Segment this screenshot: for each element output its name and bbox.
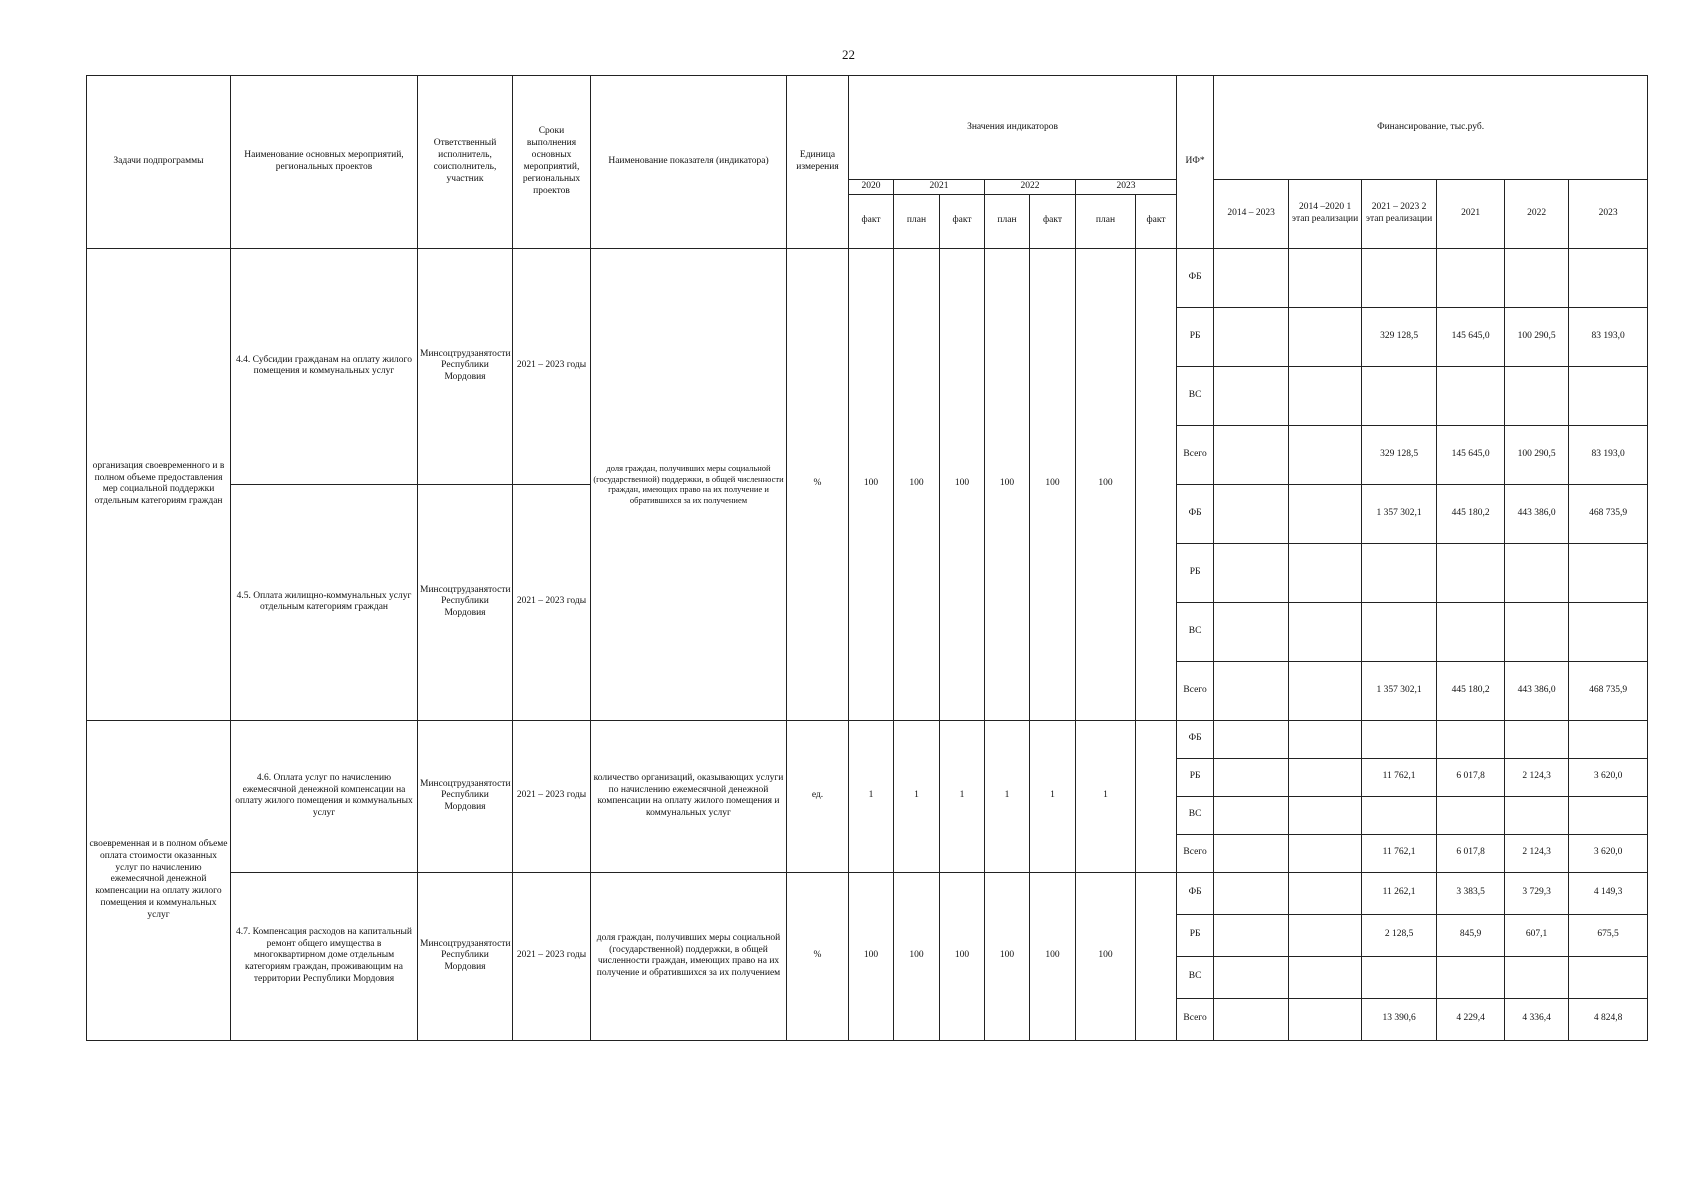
fin-cell: 11 262,1 <box>1362 872 1437 914</box>
fin-cell <box>1289 796 1362 834</box>
header-indicator-values: Значения индикаторов <box>849 76 1177 180</box>
fin-cell: 607,1 <box>1505 914 1569 956</box>
fin-cell <box>1505 366 1569 425</box>
fin-cell <box>1569 543 1648 602</box>
fin-cell: 4 149,3 <box>1569 872 1648 914</box>
indicator-value <box>1136 872 1177 1040</box>
fin-cell <box>1569 366 1648 425</box>
fin-cell <box>1214 758 1289 796</box>
source-code: ВС <box>1177 366 1214 425</box>
header-year: 2023 <box>1076 180 1177 195</box>
fin-cell: 4 336,4 <box>1505 998 1569 1040</box>
header-sub: факт <box>1136 194 1177 248</box>
fin-cell <box>1505 720 1569 758</box>
header-sub: план <box>985 194 1030 248</box>
fin-cell: 4 229,4 <box>1437 998 1505 1040</box>
fin-cell <box>1362 366 1437 425</box>
fin-cell <box>1505 248 1569 307</box>
fin-cell <box>1505 543 1569 602</box>
fin-cell <box>1214 796 1289 834</box>
header-year: 2022 <box>985 180 1076 195</box>
fin-cell: 4 824,8 <box>1569 998 1648 1040</box>
header-year: 2020 <box>849 180 894 195</box>
activity-name: 4.7. Компенсация расходов на капитальный ремонт общего имущества в многоквартирном доме отдельным категориям граждан, проживающим на территории Республики Мордовия <box>231 872 418 1040</box>
fin-cell: 3 620,0 <box>1569 758 1648 796</box>
indicator-name: доля граждан, получивших меры социальной (государственной) поддержки, в общей численности граждан, имеющих право на их получение и обратившихся за их получением <box>591 248 787 720</box>
fin-cell <box>1362 248 1437 307</box>
fin-cell <box>1289 758 1362 796</box>
fin-cell <box>1362 543 1437 602</box>
fin-cell <box>1289 720 1362 758</box>
indicator-name: доля граждан, получивших меры социальной (государственной) поддержки, в общей численности граждан, имеющих право на их получение и обратившихся за их получением <box>591 872 787 1040</box>
fin-cell <box>1437 543 1505 602</box>
indicator-value: 100 <box>1030 248 1076 720</box>
fin-cell <box>1214 998 1289 1040</box>
indicator-name: количество организаций, оказывающих услуги по начислению ежемесячной денежной компенсации на оплату жилого помещения и коммунальных услуг <box>591 720 787 872</box>
fin-cell: 443 386,0 <box>1505 661 1569 720</box>
activity-name: 4.5. Оплата жилищно-коммунальных услуг отдельным категориям граждан <box>231 484 418 720</box>
fin-cell <box>1214 834 1289 872</box>
fin-cell: 6 017,8 <box>1437 834 1505 872</box>
header-tasks: Задачи подпрограммы <box>87 76 231 249</box>
fin-cell: 675,5 <box>1569 914 1648 956</box>
indicator-value <box>1136 248 1177 720</box>
fin-cell <box>1437 602 1505 661</box>
fin-cell: 83 193,0 <box>1569 425 1648 484</box>
indicator-value: 100 <box>894 872 940 1040</box>
indicator-value: 1 <box>985 720 1030 872</box>
header-terms: Сроки выполнения основных мероприятий, региональных проектов <box>513 76 591 249</box>
fin-cell: 11 762,1 <box>1362 758 1437 796</box>
fin-cell <box>1569 720 1648 758</box>
header-responsible: Ответственный исполнитель, соисполнитель, участник <box>418 76 513 249</box>
fin-cell <box>1505 602 1569 661</box>
header-sub: факт <box>940 194 985 248</box>
fin-cell <box>1289 998 1362 1040</box>
indicator-value: 100 <box>1030 872 1076 1040</box>
header-fin-col: 2021 <box>1437 180 1505 249</box>
fin-cell <box>1289 872 1362 914</box>
source-code: ФБ <box>1177 248 1214 307</box>
indicator-value: 100 <box>1076 872 1136 1040</box>
activity-terms: 2021 – 2023 годы <box>513 484 591 720</box>
header-fin-col: 2014 –2020 1 этап реализации <box>1289 180 1362 249</box>
source-code: ФБ <box>1177 484 1214 543</box>
activity-name: 4.6. Оплата услуг по начислению ежемесячной денежной компенсации на оплату жилого помещения и коммунальных услуг <box>231 720 418 872</box>
fin-cell <box>1214 543 1289 602</box>
source-code: Всего <box>1177 998 1214 1040</box>
source-code: РБ <box>1177 914 1214 956</box>
header-year: 2021 <box>894 180 985 195</box>
fin-cell: 468 735,9 <box>1569 484 1648 543</box>
activity-responsible: Минсоцтрудзанятости Республики Мордовия <box>418 872 513 1040</box>
source-code: ВС <box>1177 602 1214 661</box>
activity-name: 4.4. Субсидии гражданам на оплату жилого помещения и коммунальных услуг <box>231 248 418 484</box>
fin-cell: 11 762,1 <box>1362 834 1437 872</box>
fin-cell <box>1214 602 1289 661</box>
header-fin-col: 2022 <box>1505 180 1569 249</box>
fin-cell: 145 645,0 <box>1437 425 1505 484</box>
page-number: 22 <box>842 47 855 62</box>
fin-cell <box>1569 248 1648 307</box>
fin-cell: 145 645,0 <box>1437 307 1505 366</box>
fin-cell <box>1214 425 1289 484</box>
source-code: Всего <box>1177 834 1214 872</box>
fin-cell <box>1505 796 1569 834</box>
fin-cell <box>1214 661 1289 720</box>
fin-cell <box>1289 956 1362 998</box>
header-indicator: Наименование показателя (индикатора) <box>591 76 787 249</box>
fin-cell <box>1289 602 1362 661</box>
source-code: ФБ <box>1177 720 1214 758</box>
fin-cell: 13 390,6 <box>1362 998 1437 1040</box>
fin-cell <box>1289 307 1362 366</box>
indicator-value: 100 <box>849 248 894 720</box>
fin-cell <box>1289 661 1362 720</box>
fin-cell: 3 729,3 <box>1505 872 1569 914</box>
header-fin-col: 2023 <box>1569 180 1648 249</box>
fin-cell <box>1569 602 1648 661</box>
subprogram-table <box>86 75 1648 1041</box>
fin-cell <box>1437 956 1505 998</box>
fin-cell: 329 128,5 <box>1362 307 1437 366</box>
indicator-value: 1 <box>1030 720 1076 872</box>
fin-cell: 445 180,2 <box>1437 661 1505 720</box>
indicator-value: 1 <box>894 720 940 872</box>
source-code: ВС <box>1177 796 1214 834</box>
source-code: ФБ <box>1177 872 1214 914</box>
source-code: ВС <box>1177 956 1214 998</box>
fin-cell <box>1289 425 1362 484</box>
fin-cell <box>1289 543 1362 602</box>
fin-cell: 845,9 <box>1437 914 1505 956</box>
fin-cell <box>1289 834 1362 872</box>
indicator-value: 100 <box>849 872 894 1040</box>
indicator-value: 100 <box>985 872 1030 1040</box>
fin-cell <box>1569 956 1648 998</box>
task-cell: своевременная и в полном объеме оплата стоимости оказанных услуг по начислению ежемесячной денежной компенсации на оплату жилого помещения и коммунальных услуг <box>87 720 231 1040</box>
fin-cell <box>1214 956 1289 998</box>
fin-cell <box>1362 602 1437 661</box>
fin-cell <box>1362 956 1437 998</box>
fin-cell: 2 124,3 <box>1505 834 1569 872</box>
fin-cell: 100 290,5 <box>1505 425 1569 484</box>
fin-cell: 445 180,2 <box>1437 484 1505 543</box>
fin-cell: 1 357 302,1 <box>1362 484 1437 543</box>
indicator-unit: % <box>787 248 849 720</box>
activity-responsible: Минсоцтрудзанятости Республики Мордовия <box>418 484 513 720</box>
fin-cell <box>1437 248 1505 307</box>
activity-terms: 2021 – 2023 годы <box>513 248 591 484</box>
fin-cell <box>1289 484 1362 543</box>
fin-cell <box>1289 914 1362 956</box>
fin-cell <box>1214 484 1289 543</box>
source-code: РБ <box>1177 758 1214 796</box>
indicator-value: 100 <box>894 248 940 720</box>
header-source: ИФ* <box>1177 76 1214 249</box>
activity-responsible: Минсоцтрудзанятости Республики Мордовия <box>418 248 513 484</box>
header-fin-col: 2014 – 2023 <box>1214 180 1289 249</box>
fin-cell: 3 383,5 <box>1437 872 1505 914</box>
fin-cell: 100 290,5 <box>1505 307 1569 366</box>
header-unit: Единица измерения <box>787 76 849 249</box>
fin-cell: 329 128,5 <box>1362 425 1437 484</box>
fin-cell <box>1289 366 1362 425</box>
header-sub: факт <box>849 194 894 248</box>
fin-cell: 83 193,0 <box>1569 307 1648 366</box>
source-code: РБ <box>1177 307 1214 366</box>
indicator-value: 100 <box>1076 248 1136 720</box>
fin-cell: 1 357 302,1 <box>1362 661 1437 720</box>
fin-cell <box>1214 307 1289 366</box>
header-sub: факт <box>1030 194 1076 248</box>
header-financing: Финансирование, тыс.руб. <box>1214 76 1648 180</box>
fin-cell <box>1437 366 1505 425</box>
header-activities: Наименование основных мероприятий, региональных проектов <box>231 76 418 249</box>
fin-cell <box>1437 796 1505 834</box>
fin-cell <box>1214 248 1289 307</box>
fin-cell <box>1214 366 1289 425</box>
activity-terms: 2021 – 2023 годы <box>513 720 591 872</box>
source-code: РБ <box>1177 543 1214 602</box>
header-fin-col: 2021 – 2023 2 этап реализации <box>1362 180 1437 249</box>
source-code: Всего <box>1177 425 1214 484</box>
indicator-value <box>1136 720 1177 872</box>
fin-cell <box>1289 248 1362 307</box>
indicator-value: 100 <box>940 872 985 1040</box>
fin-cell <box>1362 796 1437 834</box>
fin-cell: 2 124,3 <box>1505 758 1569 796</box>
fin-cell <box>1214 872 1289 914</box>
header-sub: план <box>894 194 940 248</box>
activity-responsible: Минсоцтрудзанятости Республики Мордовия <box>418 720 513 872</box>
fin-cell <box>1214 914 1289 956</box>
fin-cell <box>1362 720 1437 758</box>
fin-cell: 3 620,0 <box>1569 834 1648 872</box>
header-sub: план <box>1076 194 1136 248</box>
fin-cell <box>1214 720 1289 758</box>
indicator-value: 1 <box>940 720 985 872</box>
fin-cell: 468 735,9 <box>1569 661 1648 720</box>
indicator-value: 100 <box>940 248 985 720</box>
task-cell: организация своевременного и в полном объеме предоставления мер социальной поддержки отдельным категориям граждан <box>87 248 231 720</box>
indicator-unit: ед. <box>787 720 849 872</box>
source-code: Всего <box>1177 661 1214 720</box>
fin-cell <box>1437 720 1505 758</box>
fin-cell <box>1569 796 1648 834</box>
fin-cell <box>1505 956 1569 998</box>
indicator-value: 1 <box>1076 720 1136 872</box>
fin-cell: 6 017,8 <box>1437 758 1505 796</box>
fin-cell: 443 386,0 <box>1505 484 1569 543</box>
activity-terms: 2021 – 2023 годы <box>513 872 591 1040</box>
fin-cell: 2 128,5 <box>1362 914 1437 956</box>
indicator-value: 100 <box>985 248 1030 720</box>
indicator-unit: % <box>787 872 849 1040</box>
indicator-value: 1 <box>849 720 894 872</box>
